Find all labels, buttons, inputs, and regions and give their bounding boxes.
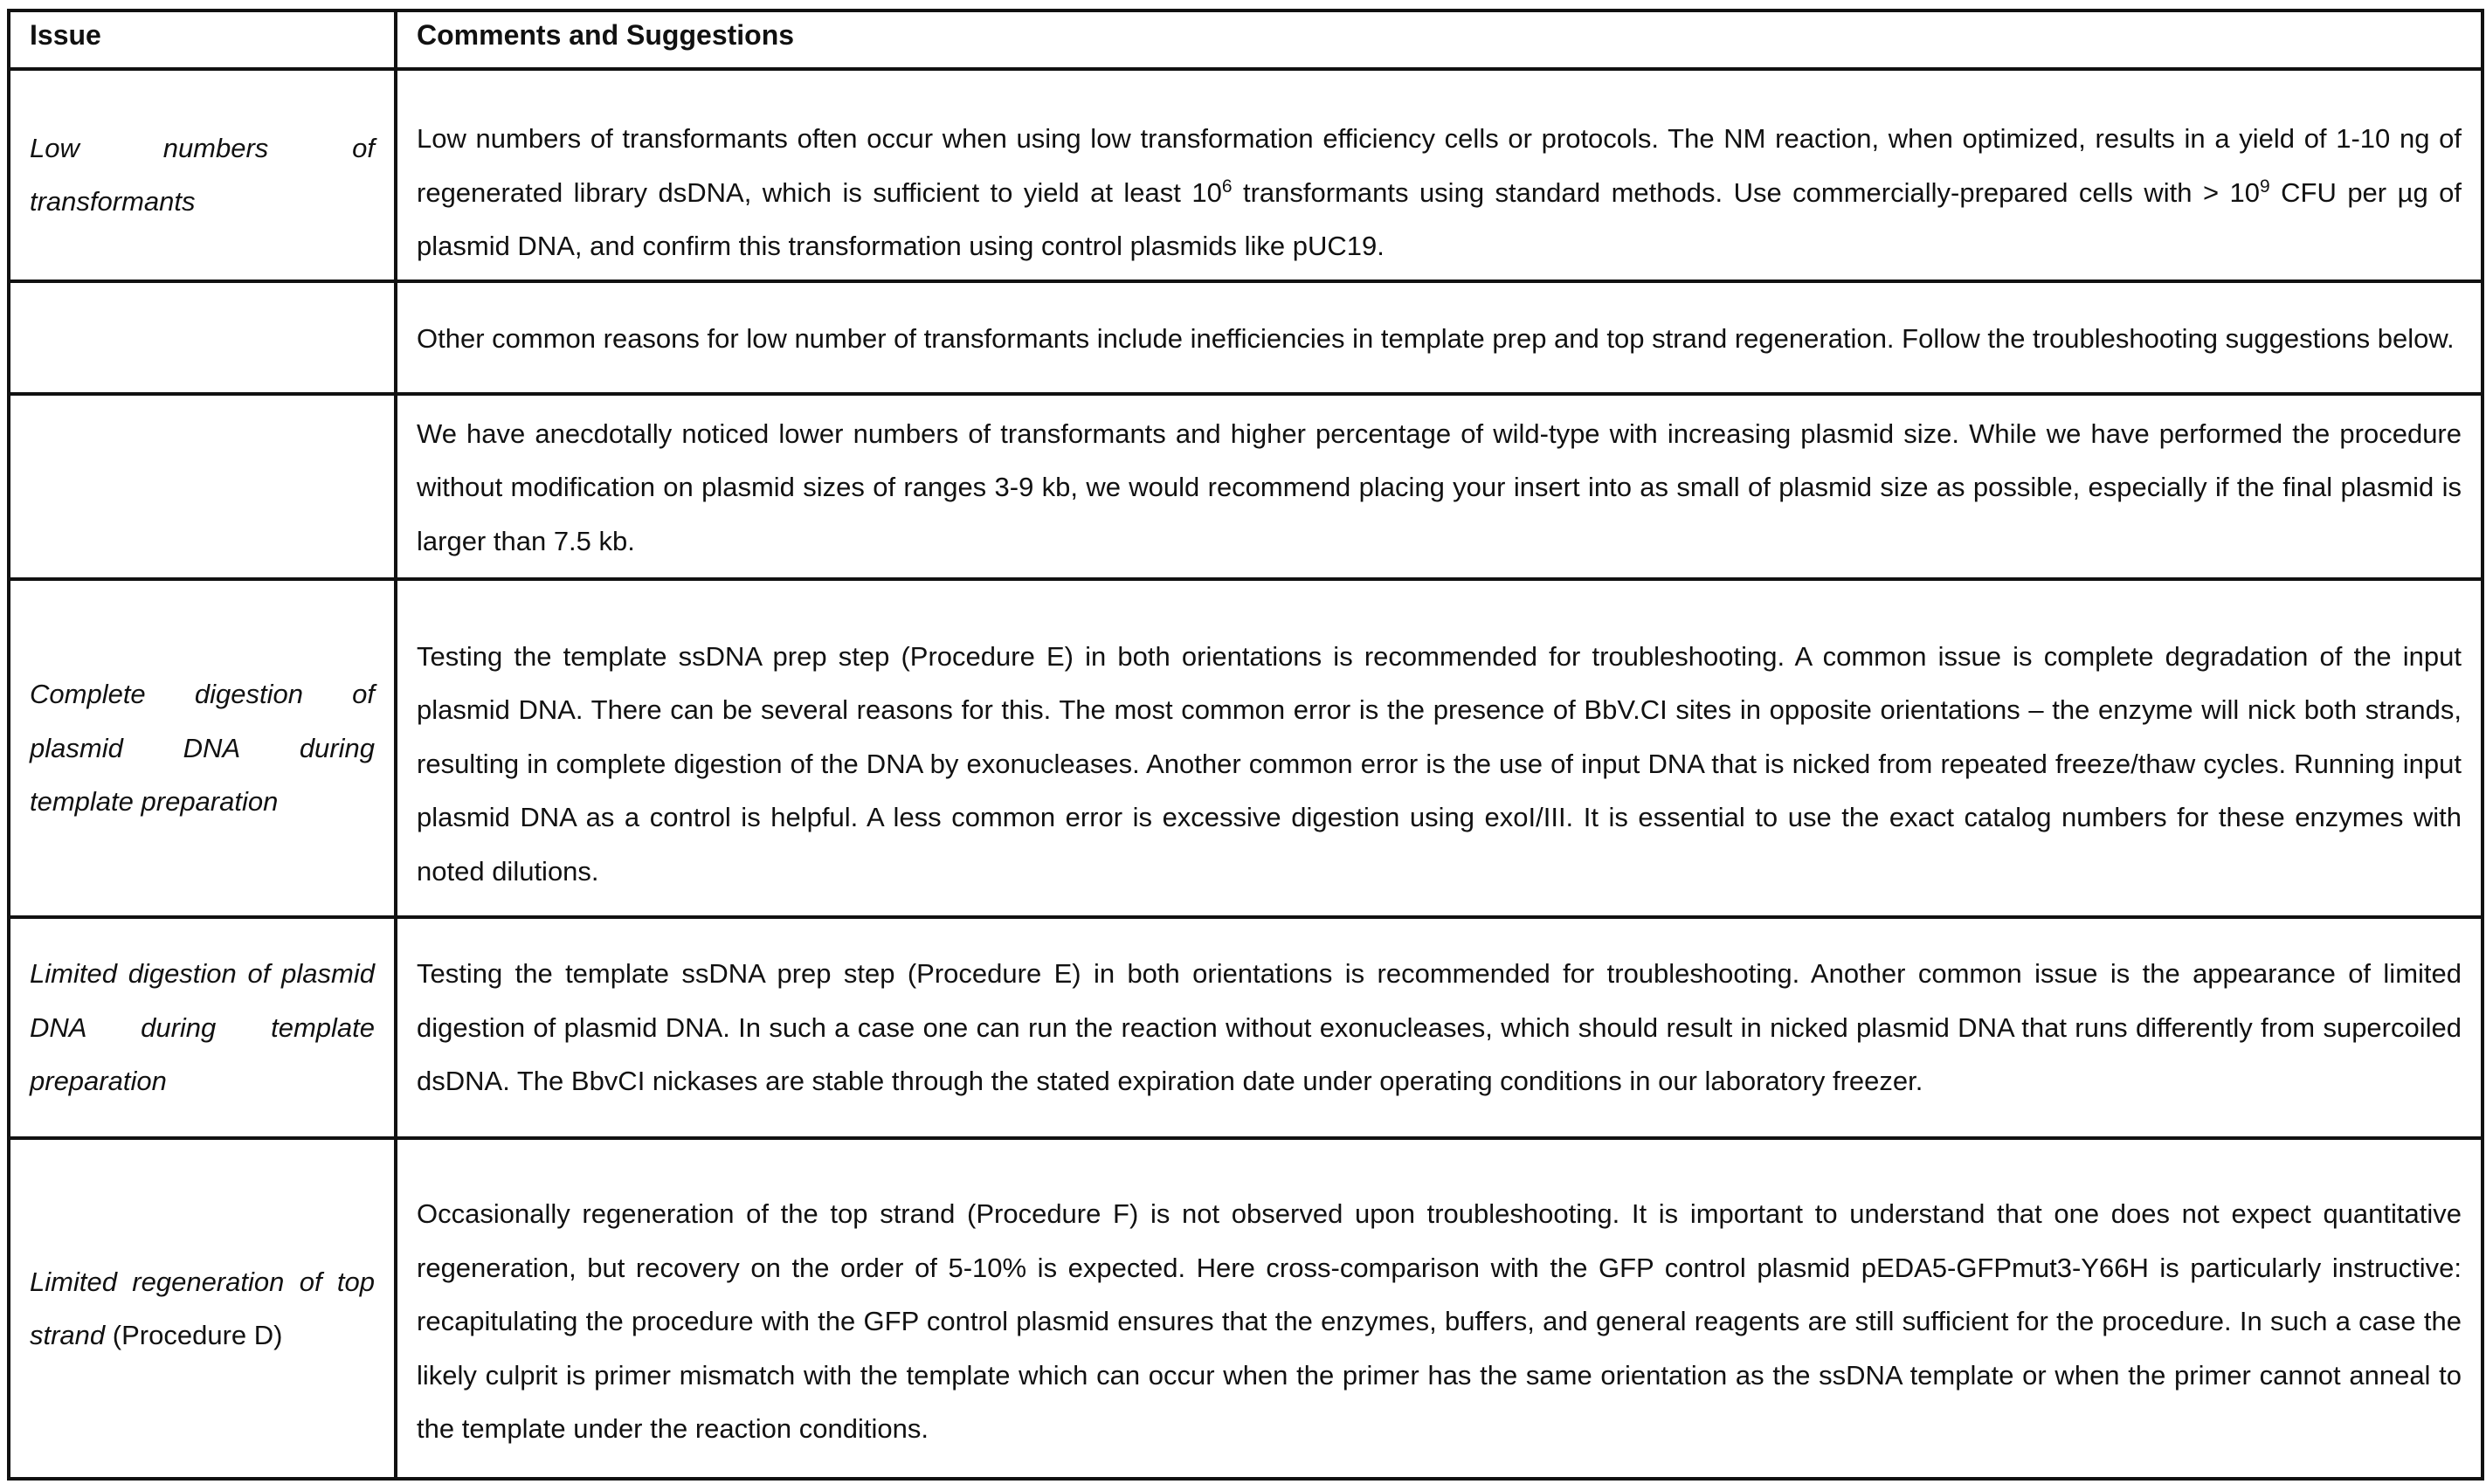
troubleshooting-table xyxy=(7,9,2484,1481)
header-issue: Issue xyxy=(30,19,101,51)
comment-part: CFU per µg of plasmid DNA, and confirm this transformation using control plasmids like pUC19. xyxy=(417,176,2462,262)
table-row xyxy=(9,281,2483,394)
issue-text: Complete digestion of plasmid DNA during template preparation xyxy=(30,679,375,818)
issue-part: Limited regeneration of top strand xyxy=(30,1266,375,1351)
comment-cell xyxy=(396,579,2483,918)
table-row xyxy=(9,1138,2483,1479)
header-issue-cell xyxy=(9,10,396,69)
issue-cell xyxy=(9,69,396,281)
issue-cell xyxy=(9,281,396,394)
comment-text: Other common reasons for low number of transformants include inefficiencies in template prep and top strand regeneration. Follow the troubleshooting suggestions below. xyxy=(417,322,2455,354)
table-row xyxy=(9,917,2483,1138)
comment-cell xyxy=(396,394,2483,579)
comment-cell xyxy=(396,917,2483,1138)
table-row xyxy=(9,579,2483,918)
header-comments-cell xyxy=(396,10,2483,69)
table-row xyxy=(9,69,2483,281)
comment-text: Occasionally regeneration of the top strand (Procedure F) is not observed upon troubleshooting. It is important to understand that one does not expect quantitative regeneration, but recovery on the order of 5-10% is expected. Here cross-comparison with the GFP control plasmid pEDA5-GFPmut3-Y66H is particularly instructive: recapitulating the procedure with the GFP control plasmid ensures that the enzymes, buffers, and general reagents are still sufficient for the procedure. In such a case the likely culprit is primer mismatch with the template which can occur when the primer has the same orientation as the ssDNA template or when the primer cannot anneal to the template under the reaction conditions. xyxy=(417,1198,2462,1445)
issue-text xyxy=(10,1255,394,1363)
issue-cell xyxy=(9,917,396,1138)
comment-part: transformants using standard methods. Use commercially-prepared cells with > 10 xyxy=(1232,176,2260,208)
table-header-row xyxy=(9,10,2483,69)
superscript: 9 xyxy=(2260,176,2270,197)
issue-procedure: (Procedure D) xyxy=(105,1320,283,1351)
comment-text: Testing the template ssDNA prep step (Procedure E) in both orientations is recommended for troubleshooting. Another common issue is the appearance of limited digestion of plasmid DNA. In such a case one can run the reaction without exonucleases, which should result in nicked plasmid DNA that runs differently from supercoiled dsDNA. The BbvCI nickases are stable through the stated expiration date under operating conditions in our laboratory freezer. xyxy=(417,958,2462,1097)
table-row xyxy=(9,394,2483,579)
header-comments: Comments and Suggestions xyxy=(417,19,795,51)
issue-cell xyxy=(9,579,396,918)
comment-cell xyxy=(396,1138,2483,1479)
issue-cell xyxy=(9,1138,396,1479)
comment-text: Testing the template ssDNA prep step (Procedure E) in both orientations is recommended for troubleshooting. A common issue is complete degradation of the input plasmid DNA. There can be several reasons for this. The most common error is the presence of BbV.CI sites in opposite orientations – the enzyme will nick both strands, resulting in complete digestion of the DNA by exonucleases. Another common error is the use of input DNA that is nicked from repeated freeze/thaw cycles. Running input plasmid DNA as a control is helpful. A less common error is excessive digestion using exoI/III. It is essential to use the exact catalog numbers for these enzymes with noted dilutions. xyxy=(417,640,2462,887)
comment-part: Low numbers of transformants often occur when using low transformation efficiency cells or protocols. The NM reaction, when optimized, results in a yield of 1-10 ng of regenerated library dsDNA, which is sufficient to yield at least 10 xyxy=(417,123,2462,208)
issue-cell xyxy=(9,394,396,579)
issue-text: Limited digestion of plasmid DNA during template preparation xyxy=(30,958,375,1097)
issue-text: Low numbers of transformants xyxy=(30,132,375,217)
comment-cell xyxy=(396,69,2483,281)
comment-text xyxy=(397,77,2481,273)
comment-text: We have anecdotally noticed lower numbers of transformants and higher percentage of wild-type with increasing plasmid size. While we have performed the procedure without modification on plasmid sizes of ranges 3-9 kb, we would recommend placing your insert into as small of plasmid size as possible, especially if the final plasmid is larger than 7.5 kb. xyxy=(417,418,2462,556)
comment-cell xyxy=(396,281,2483,394)
superscript: 6 xyxy=(1221,176,1233,197)
